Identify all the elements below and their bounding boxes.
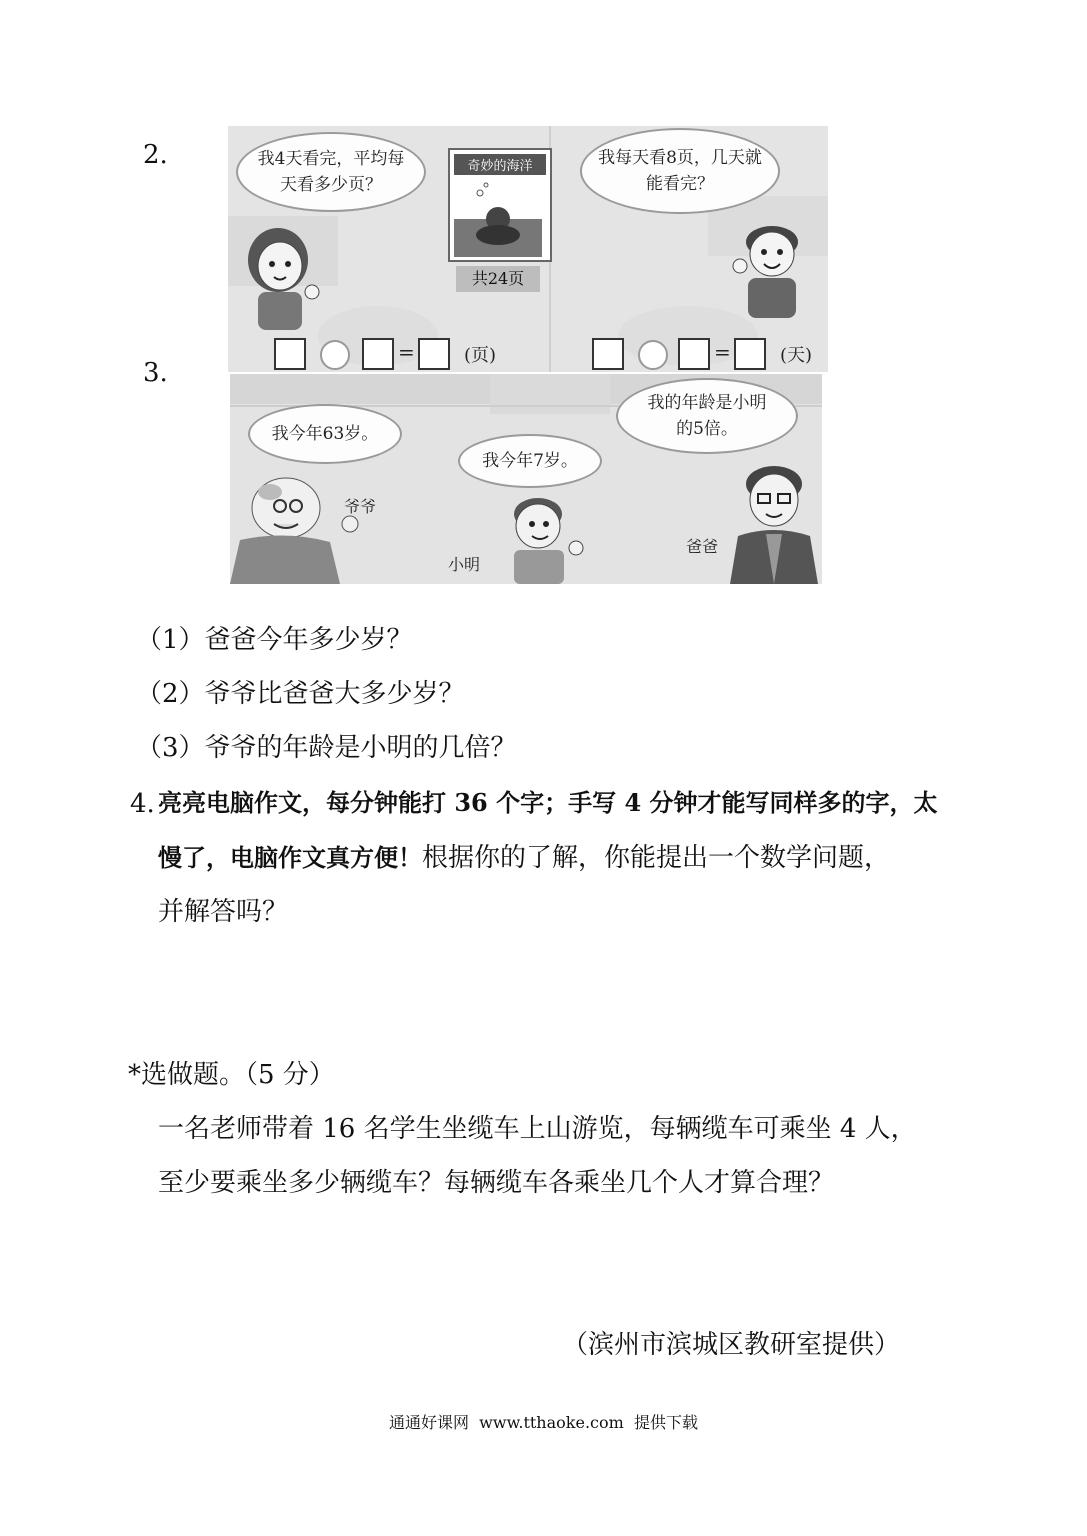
- answer-box-5[interactable]: [678, 338, 710, 370]
- right-speech-bubble: 我每天看8页，几天就能看完？: [580, 128, 780, 214]
- book-pages-label: 共24页: [456, 266, 540, 292]
- grandpa-label: 爷爷: [344, 497, 377, 516]
- left-speech-bubble: 我4天看完，平均每天看多少页？: [236, 132, 426, 212]
- q3-sub-question-3: （3）爷爷的年龄是小明的几倍？: [136, 733, 517, 763]
- grandpa-speech-bubble: 我今年63岁。: [248, 404, 402, 464]
- question-4-line-2: [158, 845, 890, 871]
- q3-sub-question-1: （1）爸爸今年多少岁？: [136, 625, 413, 655]
- optional-question-line-2: 至少要乘坐多少辆缆车？每辆缆车各乘坐几个人才算合理？: [158, 1168, 835, 1198]
- source-credit: （滨州市滨城区教研室提供）: [562, 1330, 901, 1360]
- question-3-illustration: [230, 374, 822, 584]
- question-4-line-2-normal: 根据你的了解，你能提出一个数学问题，: [422, 843, 891, 873]
- question-4-line-2-bold: 慢了，电脑作文真方便！: [158, 843, 422, 872]
- father-character-icon: [726, 460, 822, 584]
- operator-circle-2[interactable]: [638, 340, 668, 370]
- optional-question-title: *选做题。（5 分）: [128, 1060, 335, 1090]
- xiaoming-speech-bubble: 我今年7岁。: [458, 434, 602, 488]
- grandpa-character-icon: [230, 470, 370, 584]
- girl-character-icon: [236, 222, 326, 332]
- answer-box-6[interactable]: [734, 338, 766, 370]
- equals-sign-1: =: [398, 340, 415, 364]
- question-4-line-1: 亮亮电脑作文，每分钟能打 36 个字；手写 4 分钟才能写同样多的字，太: [158, 788, 938, 817]
- unit-days: (天): [780, 345, 813, 366]
- equals-sign-2: =: [714, 340, 731, 364]
- father-label: 爸爸: [686, 537, 719, 556]
- optional-question-line-1: 一名老师带着 16 名学生坐缆车上山游览，每辆缆车可乘坐 4 人，: [158, 1114, 917, 1144]
- question-2-illustration: [228, 126, 828, 372]
- page-footer: 通通好课网 www.tthaoke.com 提供下载: [389, 1413, 698, 1432]
- answer-box-3[interactable]: [418, 338, 450, 370]
- question-4-line-3: 并解答吗？: [158, 897, 289, 927]
- answer-box-2[interactable]: [362, 338, 394, 370]
- father-speech-bubble: 我的年龄是小明的5倍。: [616, 378, 798, 454]
- book-title: 奇妙的海洋: [454, 154, 546, 175]
- q3-sub-question-2: （2）爷爷比爸爸大多少岁？: [136, 679, 465, 709]
- xiaoming-character-icon: [498, 492, 588, 584]
- xiaoming-label: 小明: [448, 555, 481, 574]
- operator-circle-1[interactable]: [320, 340, 350, 370]
- diver-icon: [450, 179, 546, 259]
- question-4-number: 4.: [130, 789, 155, 819]
- boy-character-icon: [728, 216, 818, 326]
- book-cover: [448, 148, 552, 262]
- unit-pages: (页): [464, 345, 497, 366]
- question-2-number: 2.: [143, 140, 168, 170]
- answer-box-1[interactable]: [274, 338, 306, 370]
- question-3-number: 3.: [143, 358, 168, 388]
- answer-box-4[interactable]: [592, 338, 624, 370]
